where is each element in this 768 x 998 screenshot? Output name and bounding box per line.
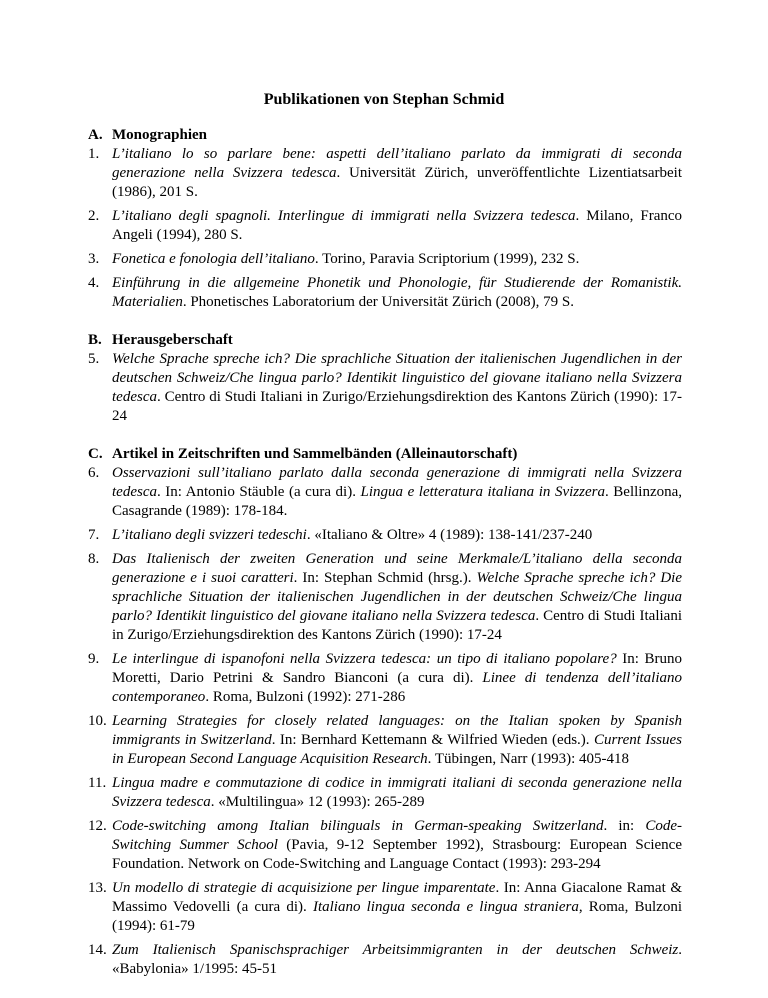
publication-entry [88, 879, 682, 936]
entry-citation [112, 526, 682, 545]
entry-citation [112, 941, 682, 979]
entry-citation [112, 774, 682, 812]
citation-detail: . In: Anna Giacalone Ramat & Massimo Vedovelli (a cura di). [112, 880, 682, 915]
section-letter: B. [88, 332, 102, 348]
citation-title: Code-switching among Italian bilinguals in German-speaking Switzerland [112, 818, 604, 834]
entry-number: 8. [88, 551, 100, 567]
publication-entry [88, 817, 682, 874]
citation-detail: . in: [603, 818, 646, 834]
entry-citation [112, 207, 682, 245]
section-letter: A. [88, 127, 103, 143]
entry-number: 7. [88, 527, 100, 543]
citation-title: Current Issues in European Second Language Acquisition Research [112, 732, 683, 767]
entry-number: 5. [88, 351, 100, 367]
citation-title: Linee di tendenza dell’italiano contemporaneo [112, 670, 682, 705]
citation-title: Le interlingue di ispanofoni nella Svizzera tedesca: un tipo di italiano popolare? [112, 651, 617, 667]
citation-title: Zum Italienisch Spanischsprachiger Arbeitsimmigranten in der deutschen Schweiz [112, 942, 679, 958]
citation-title: Lingua e letteratura italiana in Svizzera [360, 484, 605, 500]
citation-detail: . «Multilingua» 12 (1993): 265-289 [210, 794, 425, 810]
citation-title: Learning Strategies for closely related languages: on the Italian spoken by Spanish immigrants in Switzerland [112, 713, 682, 748]
section-letter: C. [88, 446, 103, 462]
entry-number: 4. [88, 275, 100, 291]
citation-detail: . Centro di Studi Italiani in Zurigo/Erziehungsdirektion des Kantons Zürich (1990): 17-24 [112, 608, 683, 643]
citation-title: L’italiano degli spagnoli. Interlingue di immigrati nella Svizzera tedesca [112, 208, 576, 224]
section-heading [88, 331, 682, 350]
entry-number: 9. [88, 651, 100, 667]
publication-sections [88, 126, 682, 998]
section [88, 445, 682, 979]
entry-citation [112, 817, 682, 874]
publication-entry [88, 550, 682, 645]
section [88, 126, 682, 312]
citation-title: Welche Sprache spreche ich? Die sprachliche Situation der italienischen Jugendlichen in der deutschen Schweiz/Che lingua parlo? Identikit linguistico del giovane italiano nella Svizzera tedesca [112, 570, 682, 624]
citation-detail: . Universität Zürich, unveröffentlichte Lizentiatsarbeit (1986), 201 S. [112, 165, 683, 200]
citation-title: L’italiano degli svizzeri tedeschi [112, 527, 307, 543]
section-heading [88, 126, 682, 145]
publication-entry [88, 526, 682, 545]
entry-number: 2. [88, 208, 100, 224]
citation-title: L’italiano lo so parlare bene: aspetti dell’italiano parlato da immigrati di seconda generazione nella Svizzera tedesca [112, 146, 682, 181]
citation-detail: . In: Stephan Schmid (hrsg.). [293, 570, 477, 586]
citation-detail: , Roma, Bulzoni (1994): 61-79 [112, 899, 683, 934]
publication-entry [88, 274, 682, 312]
entry-citation [112, 550, 682, 645]
publication-entry [88, 350, 682, 426]
publication-entry [88, 250, 682, 269]
section-title: Herausgeberschaft [112, 332, 233, 348]
entry-number: 10. [88, 713, 107, 729]
citation-detail: In: Bruno Moretti, Dario Petrini & Sandro Bianconi (a cura di). [112, 651, 682, 686]
citation-title: Einführung in die allgemeine Phonetik und Phonologie, für Studierende der Romanistik. Materialien [112, 275, 682, 310]
entry-number: 14. [88, 942, 107, 958]
entry-number: 12. [88, 818, 107, 834]
citation-detail: . Phonetisches Laboratorium der Universität Zürich (2008), 79 S. [182, 294, 574, 310]
citation-title: Un modello di strategie di acquisizione per lingue imparentate [112, 880, 496, 896]
entry-citation [112, 145, 682, 202]
citation-detail: (Pavia, 9-12 September 1992), Strasbourg: European Science Foundation. Network on Code-Switching and Language Contact (1993): 293-294 [112, 837, 682, 872]
publication-entry [88, 774, 682, 812]
page-title: Publikationen von Stephan Schmid [263, 91, 505, 108]
entry-number: 11. [88, 775, 107, 791]
entry-number: 13. [88, 880, 107, 896]
entry-number: 6. [88, 465, 100, 481]
entry-citation [112, 464, 682, 521]
entry-number: 1. [88, 146, 100, 162]
citation-detail: . Bellinzona, Casagrande (1989): 178-184. [112, 484, 683, 519]
citation-title: Lingua madre e commutazione di codice in immigrati italiani di seconda generazione nella Svizzera tedesca [112, 775, 682, 810]
citation-title: Osservazioni sull’italiano parlato dalla seconda generazione di immigrati nella Svizzera tedesca [112, 465, 682, 500]
section-title: Monographien [112, 127, 208, 143]
publication-entry [88, 145, 682, 202]
citation-detail: . «Italiano & Oltre» 4 (1989): 138-141/237-240 [306, 527, 593, 543]
citation-detail: . In: Antonio Stäuble (a cura di). [156, 484, 361, 500]
citation-title: Fonetica e fonologia dell’italiano [112, 251, 315, 267]
citation-title: Italiano lingua seconda e lingua straniera [312, 899, 579, 915]
citation-title: Welche Sprache spreche ich? Die sprachliche Situation der italienischen Jugendlichen in der deutschen Schweiz/Che lingua parlo? Identikit linguistico del giovane italiano nella Svizzera tedesca [112, 351, 682, 405]
entry-citation [112, 250, 682, 269]
citation-detail: . Milano, Franco Angeli (1994), 280 S. [112, 208, 683, 243]
section [88, 331, 682, 426]
entry-citation [112, 879, 682, 936]
entry-citation [112, 350, 682, 426]
citation-title: Code-Switching Summer School [112, 818, 682, 853]
publication-entry [88, 207, 682, 245]
entry-citation [112, 712, 682, 769]
citation-title: Das Italienisch der zweiten Generation und seine Merkmale/L’italiano della seconda generazione e i suoi caratteri [112, 551, 682, 586]
citation-detail: . Roma, Bulzoni (1992): 271-286 [205, 689, 406, 705]
citation-detail: . Torino, Paravia Scriptorium (1999), 232 S. [314, 251, 580, 267]
publication-entry [88, 712, 682, 769]
entry-citation [112, 274, 682, 312]
citation-detail: . Tübingen, Narr (1993): 405-418 [427, 751, 630, 767]
citation-detail: . «Babylonia» 1/1995: 45-51 [112, 942, 682, 977]
publication-entry [88, 650, 682, 707]
citation-detail: . In: Bernhard Kettemann & Wilfried Wieden (eds.). [271, 732, 594, 748]
publication-entry [88, 464, 682, 521]
citation-detail: . Centro di Studi Italiani in Zurigo/Erziehungsdirektion des Kantons Zürich (1990): 17-24 [112, 389, 682, 424]
publication-entry [88, 941, 682, 979]
section-heading [88, 445, 682, 464]
section-title: Artikel in Zeitschriften und Sammelbänden (Alleinautorschaft) [112, 446, 518, 462]
entry-number: 3. [88, 251, 100, 267]
entry-citation [112, 650, 682, 707]
